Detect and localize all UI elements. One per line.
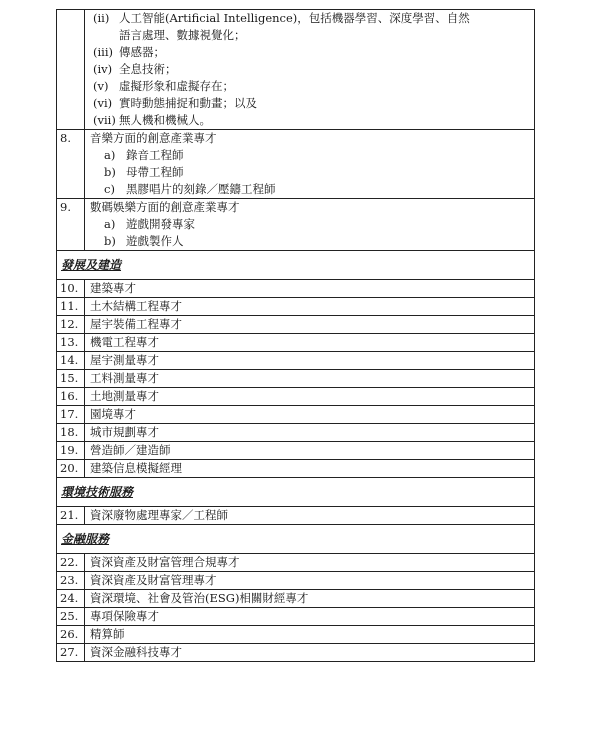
- item-marker: b): [104, 165, 116, 179]
- item-text: 遊戲製作人: [126, 234, 184, 248]
- item-marker: (vii): [93, 113, 116, 127]
- table-row: [57, 406, 535, 424]
- item-text: 無人機和機械人。: [119, 113, 211, 127]
- list-item: [90, 147, 530, 164]
- item-marker: c): [104, 182, 115, 196]
- item-number: 14.: [57, 352, 85, 370]
- item-number: 11.: [57, 298, 85, 316]
- item-number: 23.: [57, 572, 85, 590]
- list-item: [90, 233, 530, 250]
- item-title: 城市規劃專才: [85, 424, 535, 442]
- table-row: [57, 507, 535, 525]
- item-number: 9.: [57, 199, 85, 251]
- item-title: 音樂方面的創意產業專才: [90, 131, 217, 145]
- table-row: [57, 572, 535, 590]
- table-row: [57, 460, 535, 478]
- talent-list-document: [56, 9, 535, 662]
- item-title: 精算師: [85, 626, 535, 644]
- item-number: 13.: [57, 334, 85, 352]
- list-item: [90, 164, 530, 181]
- list-item: [90, 181, 530, 198]
- list-item: [90, 112, 530, 129]
- item-marker: (v): [93, 79, 109, 93]
- table-row: [57, 626, 535, 644]
- item-number: 24.: [57, 590, 85, 608]
- item-title: 園境專才: [85, 406, 535, 424]
- table-row: [57, 424, 535, 442]
- item-text: 母帶工程師: [126, 165, 184, 179]
- item-title: 數碼娛樂方面的創意產業專才: [90, 200, 240, 214]
- item-marker: a): [104, 148, 116, 162]
- section-heading-row: [57, 478, 535, 507]
- item-number: 19.: [57, 442, 85, 460]
- table-row: [57, 280, 535, 298]
- item-title: 建築專才: [85, 280, 535, 298]
- table-row: [57, 130, 535, 199]
- table-row: [57, 334, 535, 352]
- item-marker: (iii): [93, 45, 114, 59]
- item-title: 營造師／建造師: [85, 442, 535, 460]
- item-text: 實時動態捕捉和動畫；以及: [119, 96, 257, 110]
- item-text: 人工智能(Artificial Intelligence)，包括機器學習、深度學習、自然: [119, 11, 470, 25]
- talent-list-table: [56, 9, 535, 662]
- item-number: 26.: [57, 626, 85, 644]
- list-item: [90, 10, 530, 44]
- table-row: [57, 10, 535, 130]
- section-heading: 發展及建造: [61, 257, 122, 272]
- item-title: 專項保險專才: [85, 608, 535, 626]
- item-text: 虛擬形象和虛擬存在；: [119, 79, 234, 93]
- item-text: 錄音工程師: [126, 148, 184, 162]
- list-item: [90, 78, 530, 95]
- table-row: [57, 442, 535, 460]
- item-number: 10.: [57, 280, 85, 298]
- item-number: 16.: [57, 388, 85, 406]
- item-number: [57, 10, 85, 130]
- item-number: 8.: [57, 130, 85, 199]
- list-item: [90, 44, 530, 61]
- item-text: 黑膠唱片的刻錄／壓鑄工程師: [126, 182, 276, 196]
- section-heading-row: [57, 251, 535, 280]
- item-title: 建築信息模擬經理: [85, 460, 535, 478]
- table-row: [57, 316, 535, 334]
- table-row: [57, 370, 535, 388]
- table-row: [57, 388, 535, 406]
- section-heading: 環境技術服務: [61, 484, 134, 499]
- list-item: [90, 61, 530, 78]
- item-number: 12.: [57, 316, 85, 334]
- item-marker: a): [104, 217, 116, 231]
- item-title: 屋宇測量專才: [85, 352, 535, 370]
- item-number: 20.: [57, 460, 85, 478]
- item-marker: (ii): [93, 11, 110, 25]
- item-title: 屋宇裝備工程專才: [85, 316, 535, 334]
- table-row: [57, 644, 535, 662]
- item-text: 遊戲開發專家: [126, 217, 195, 231]
- item-title: 土地測量專才: [85, 388, 535, 406]
- item-title: 工料測量專才: [85, 370, 535, 388]
- item-title: 資深資產及財富管理合規專才: [85, 554, 535, 572]
- item-number: 15.: [57, 370, 85, 388]
- item-number: 17.: [57, 406, 85, 424]
- list-item: [90, 216, 530, 233]
- item-text: 語言處理、數據視覺化；: [119, 28, 246, 42]
- item-title: 資深環境、社會及管治(ESG)相關財經專才: [85, 590, 535, 608]
- list-item: [90, 95, 530, 112]
- item-text: 全息技術；: [119, 62, 177, 76]
- section-heading-row: [57, 525, 535, 554]
- item-title: 土木結構工程專才: [85, 298, 535, 316]
- item-title: 資深金融科技專才: [85, 644, 535, 662]
- item-marker: (vi): [93, 96, 113, 110]
- item-number: 18.: [57, 424, 85, 442]
- item-number: 22.: [57, 554, 85, 572]
- table-row: [57, 554, 535, 572]
- item-marker: (iv): [93, 62, 113, 76]
- table-row: [57, 590, 535, 608]
- table-row: [57, 608, 535, 626]
- section-heading: 金融服務: [61, 531, 110, 546]
- item-title: 機電工程專才: [85, 334, 535, 352]
- table-row: [57, 298, 535, 316]
- item-number: 25.: [57, 608, 85, 626]
- item-text: 傳感器；: [119, 45, 165, 59]
- item-marker: b): [104, 234, 116, 248]
- item-title: 資深廢物處理專家／工程師: [85, 507, 535, 525]
- table-row: [57, 199, 535, 251]
- item-number: 21.: [57, 507, 85, 525]
- table-row: [57, 352, 535, 370]
- item-number: 27.: [57, 644, 85, 662]
- item-title: 資深資產及財富管理專才: [85, 572, 535, 590]
